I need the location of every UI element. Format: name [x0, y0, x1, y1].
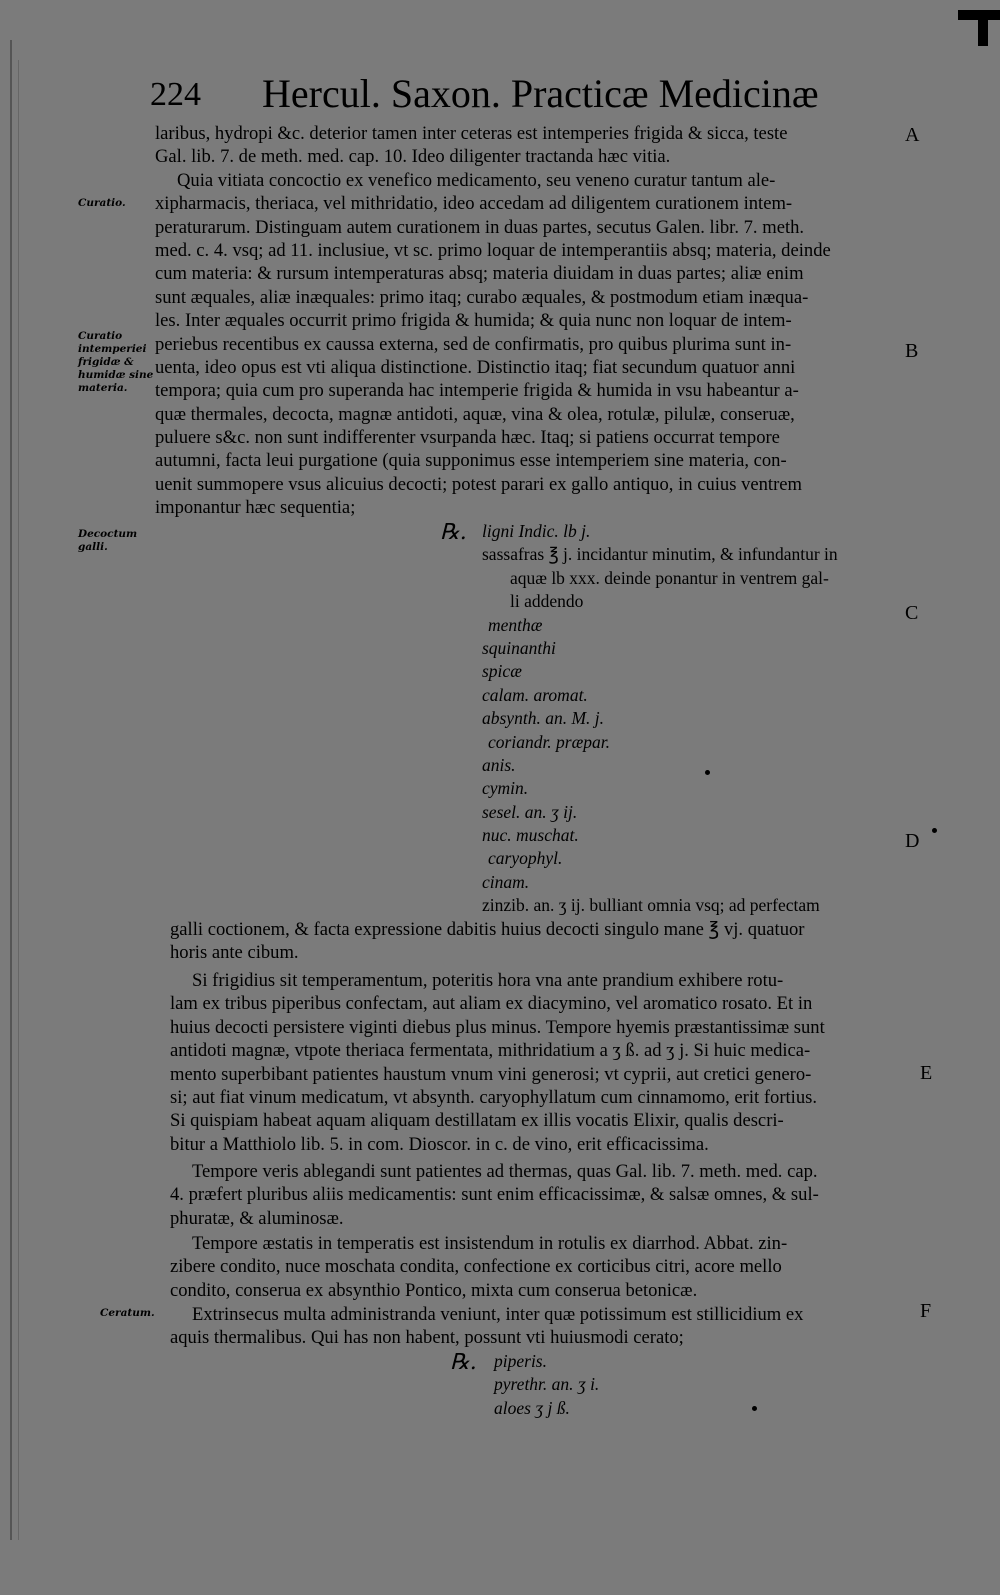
text-line: tempora; quia cum pro superanda hac intemperie frigida & humida in vsu habeantur a-	[155, 380, 799, 402]
paragraph-1	[155, 122, 915, 169]
text-line: mento superbibant patientes haustum vnum vini generosi; vt cyprii, aut cretici genero-	[170, 1063, 812, 1085]
rx-ingredient: coriandr. præpar.	[488, 731, 611, 752]
section-letter-f: F	[920, 1300, 932, 1322]
text-line: sunt æquales, aliæ inæquales: primo itaq; curabo æquales, & postmodum etiam inæqua-	[155, 286, 809, 308]
rx-ingredient: sassafras ℥ j. incidantur minutim, & infundantur in	[482, 544, 838, 565]
ink-speck	[705, 770, 710, 775]
rx-ingredient: cinam.	[482, 871, 530, 892]
text-line: peraturarum. Distinguam autem curationem in duas partes, secutus Galen. libr. 7. meth.	[155, 216, 805, 238]
rx-ingredient: ligni Indic. lb j.	[482, 521, 591, 541]
text-line: si; aut fiat vinum medicatum, vt absynth. caryophyllatum cum cinnamomo, erit fortius.	[170, 1086, 818, 1108]
prescription-decoctum	[440, 520, 920, 918]
text-line: puluere s&c. non sunt indifferenter vsurpanda hæc. Itaq; si patiens occurrat tempore	[155, 427, 780, 449]
text-line: Quia vitiata concoctio ex venefico medicamento, seu veneno curatur tantum ale-	[177, 169, 776, 191]
section-letter-a: A	[905, 124, 920, 146]
running-title: Hercul. Saxon. Practicæ Medicinæ	[262, 71, 819, 116]
text-line: Tempore æstatis in temperatis est insistendum in rotulis ex diarrhod. Abbat. zin-	[192, 1233, 788, 1254]
paragraph-2	[155, 169, 915, 520]
text-line: Si frigidius sit temperamentum, poteritis hora vna ante prandium exhibere rotu-	[192, 970, 784, 991]
text-line: cum materia: & rursum intemperaturas absq; materia diuidam in duas partes; aliæ enim	[155, 263, 804, 285]
rx-ingredient: li addendo	[510, 591, 584, 612]
rx-ingredient: menthæ	[488, 614, 543, 635]
text-line: galli coctionem, & facta expressione dabitis huius decocti singulo mane ℥ vj. quatuor	[170, 919, 805, 940]
text-line: xipharmacis, theriaca, vel mithridatio, ideo accedam ad diligentem curationem intem-	[155, 193, 793, 215]
rx-ingredient: absynth. an. M. j.	[482, 708, 605, 729]
rx-ingredient: anis.	[482, 754, 516, 775]
text-line: Si quispiam habeat aquam aliquam destillatam ex illis vocatis Elixir, qualis descri-	[170, 1110, 784, 1132]
text-line: Gal. lib. 7. de meth. med. cap. 10. Ideo diligenter tractanda hæc vitia.	[155, 146, 671, 168]
text-line: imponantur hæc sequentia;	[155, 497, 356, 519]
text-line: 4. præfert pluribus aliis medicamentis: sunt enim efficacissimæ, & salsæ omnes, & sul-	[170, 1184, 819, 1206]
text-line: horis ante cibum.	[170, 942, 299, 964]
margin-note-ceratum: Ceratum.	[100, 1307, 155, 1319]
paragraph-5	[170, 1160, 915, 1230]
rx-ingredient: spicæ	[482, 661, 522, 682]
rx-ingredient: sesel. an. ʒ ij.	[482, 801, 578, 822]
section-letter-b: B	[905, 340, 919, 362]
text-line: autumni, facta leui purgatione (quia supponimus esse intemperiem sine materia, con-	[155, 450, 787, 472]
text-line: phuratæ, & aluminosæ.	[170, 1207, 344, 1229]
rx-ingredient: cymin.	[482, 778, 529, 799]
main-text	[155, 122, 915, 520]
paragraph-7	[170, 1303, 915, 1350]
margin-note-curatio: Curatio.	[78, 197, 126, 209]
text-line: zibere condito, nuce moschata condita, confectione ex corticibus citri, acore mello	[170, 1256, 782, 1278]
running-header	[150, 70, 850, 120]
prescription-ceratum	[450, 1350, 930, 1420]
paragraph-3	[170, 918, 915, 965]
recipe-symbol: ℞.	[450, 1350, 477, 1375]
page-number: 224	[150, 76, 201, 113]
text-line: bitur a Matthiolo lib. 5. in com. Dioscor. in c. de vino, erit efficacissima.	[170, 1133, 709, 1155]
margin-note-decoctum-galli: Decoctum galli.	[78, 528, 138, 553]
section-letter-c: C	[905, 602, 919, 624]
rx-ingredient: calam. aromat.	[482, 684, 588, 705]
rx-ingredient: caryophyl.	[488, 848, 563, 869]
rx-ingredient: squinanthi	[482, 637, 556, 658]
rx-ingredient: aloes ʒ j ß.	[494, 1397, 570, 1418]
text-line: quæ thermales, decocta, magnæ antidoti, aquæ, vina & olea, rotulæ, pilulæ, conseruæ,	[155, 403, 795, 425]
text-line: aquis thermalibus. Qui has non habent, possunt vti huiusmodi cerato;	[170, 1327, 684, 1349]
text-line: uenta, ideo opus est vti aliqua distinctione. Distinctio itaq; fiat secundum quatuor anni	[155, 356, 796, 378]
ink-speck	[752, 1406, 757, 1411]
binding-edge	[10, 40, 12, 1540]
rx-ingredient: aquæ lb xxx. deinde ponantur in ventrem gal-	[510, 567, 829, 588]
text-line: periebus recentibus ex caussa externa, sed de confirmatis, pro quibus plurima sunt in-	[155, 333, 792, 355]
text-line: Tempore veris ablegandi sunt patientes ad thermas, quas Gal. lib. 7. meth. med. cap.	[192, 1161, 818, 1182]
rx-ingredient: zinzib. an. ʒ ij. bulliant omnia vsq; ad perfectam	[482, 895, 820, 916]
ink-speck	[932, 828, 937, 833]
binding-edge-inner	[18, 60, 19, 1540]
text-line: Extrinsecus multa administranda veniunt, inter quæ potissimum est stillicidium ex	[192, 1304, 804, 1325]
text-line: laribus, hydropi &c. deterior tamen inter ceteras est intemperies frigida & sicca, teste	[155, 123, 788, 144]
margin-note-curatio-intemperiei: Curatio intemperiei frigidæ & humidæ sine materia.	[78, 330, 154, 394]
text-line: antidoti magnæ, vtpote theriaca fermentata, mithridatium a ʒ ß. ad ʒ j. Si huic medica-	[170, 1040, 811, 1062]
section-letter-e: E	[920, 1062, 933, 1084]
recipe-symbol: ℞.	[440, 520, 467, 545]
paragraph-6	[170, 1232, 915, 1302]
text-line: uenit summopere vsus alicuius decocti; potest parari ex gallo antiquo, in cuius ventrem	[155, 473, 803, 495]
paragraph-4	[170, 969, 915, 1156]
rx-ingredient: piperis.	[494, 1351, 547, 1371]
text-line: med. c. 4. vsq; ad 11. inclusiue, vt sc. primo loquar de intemperantiis absq; materia, deinde	[155, 239, 831, 261]
corner-mark-icon	[958, 6, 1000, 46]
text-line: les. Inter æquales occurrit primo frigida & humida; & quia nunc non loquar de intem-	[155, 310, 792, 332]
rx-ingredient: nuc. muschat.	[482, 825, 579, 846]
text-line: condito, conserua ex absynthio Pontico, mixta cum conserua betonicæ.	[170, 1279, 698, 1301]
text-line: lam ex tribus piperibus confectam, aut aliam ex diacymino, vel aromatico rosato. Et in	[170, 993, 813, 1015]
rx-ingredient: pyrethr. an. ʒ i.	[494, 1374, 600, 1395]
text-line: huius decocti persistere viginti diebus plus minus. Tempore hyemis præstantissimæ sunt	[170, 1016, 825, 1038]
section-letter-d: D	[905, 830, 920, 852]
